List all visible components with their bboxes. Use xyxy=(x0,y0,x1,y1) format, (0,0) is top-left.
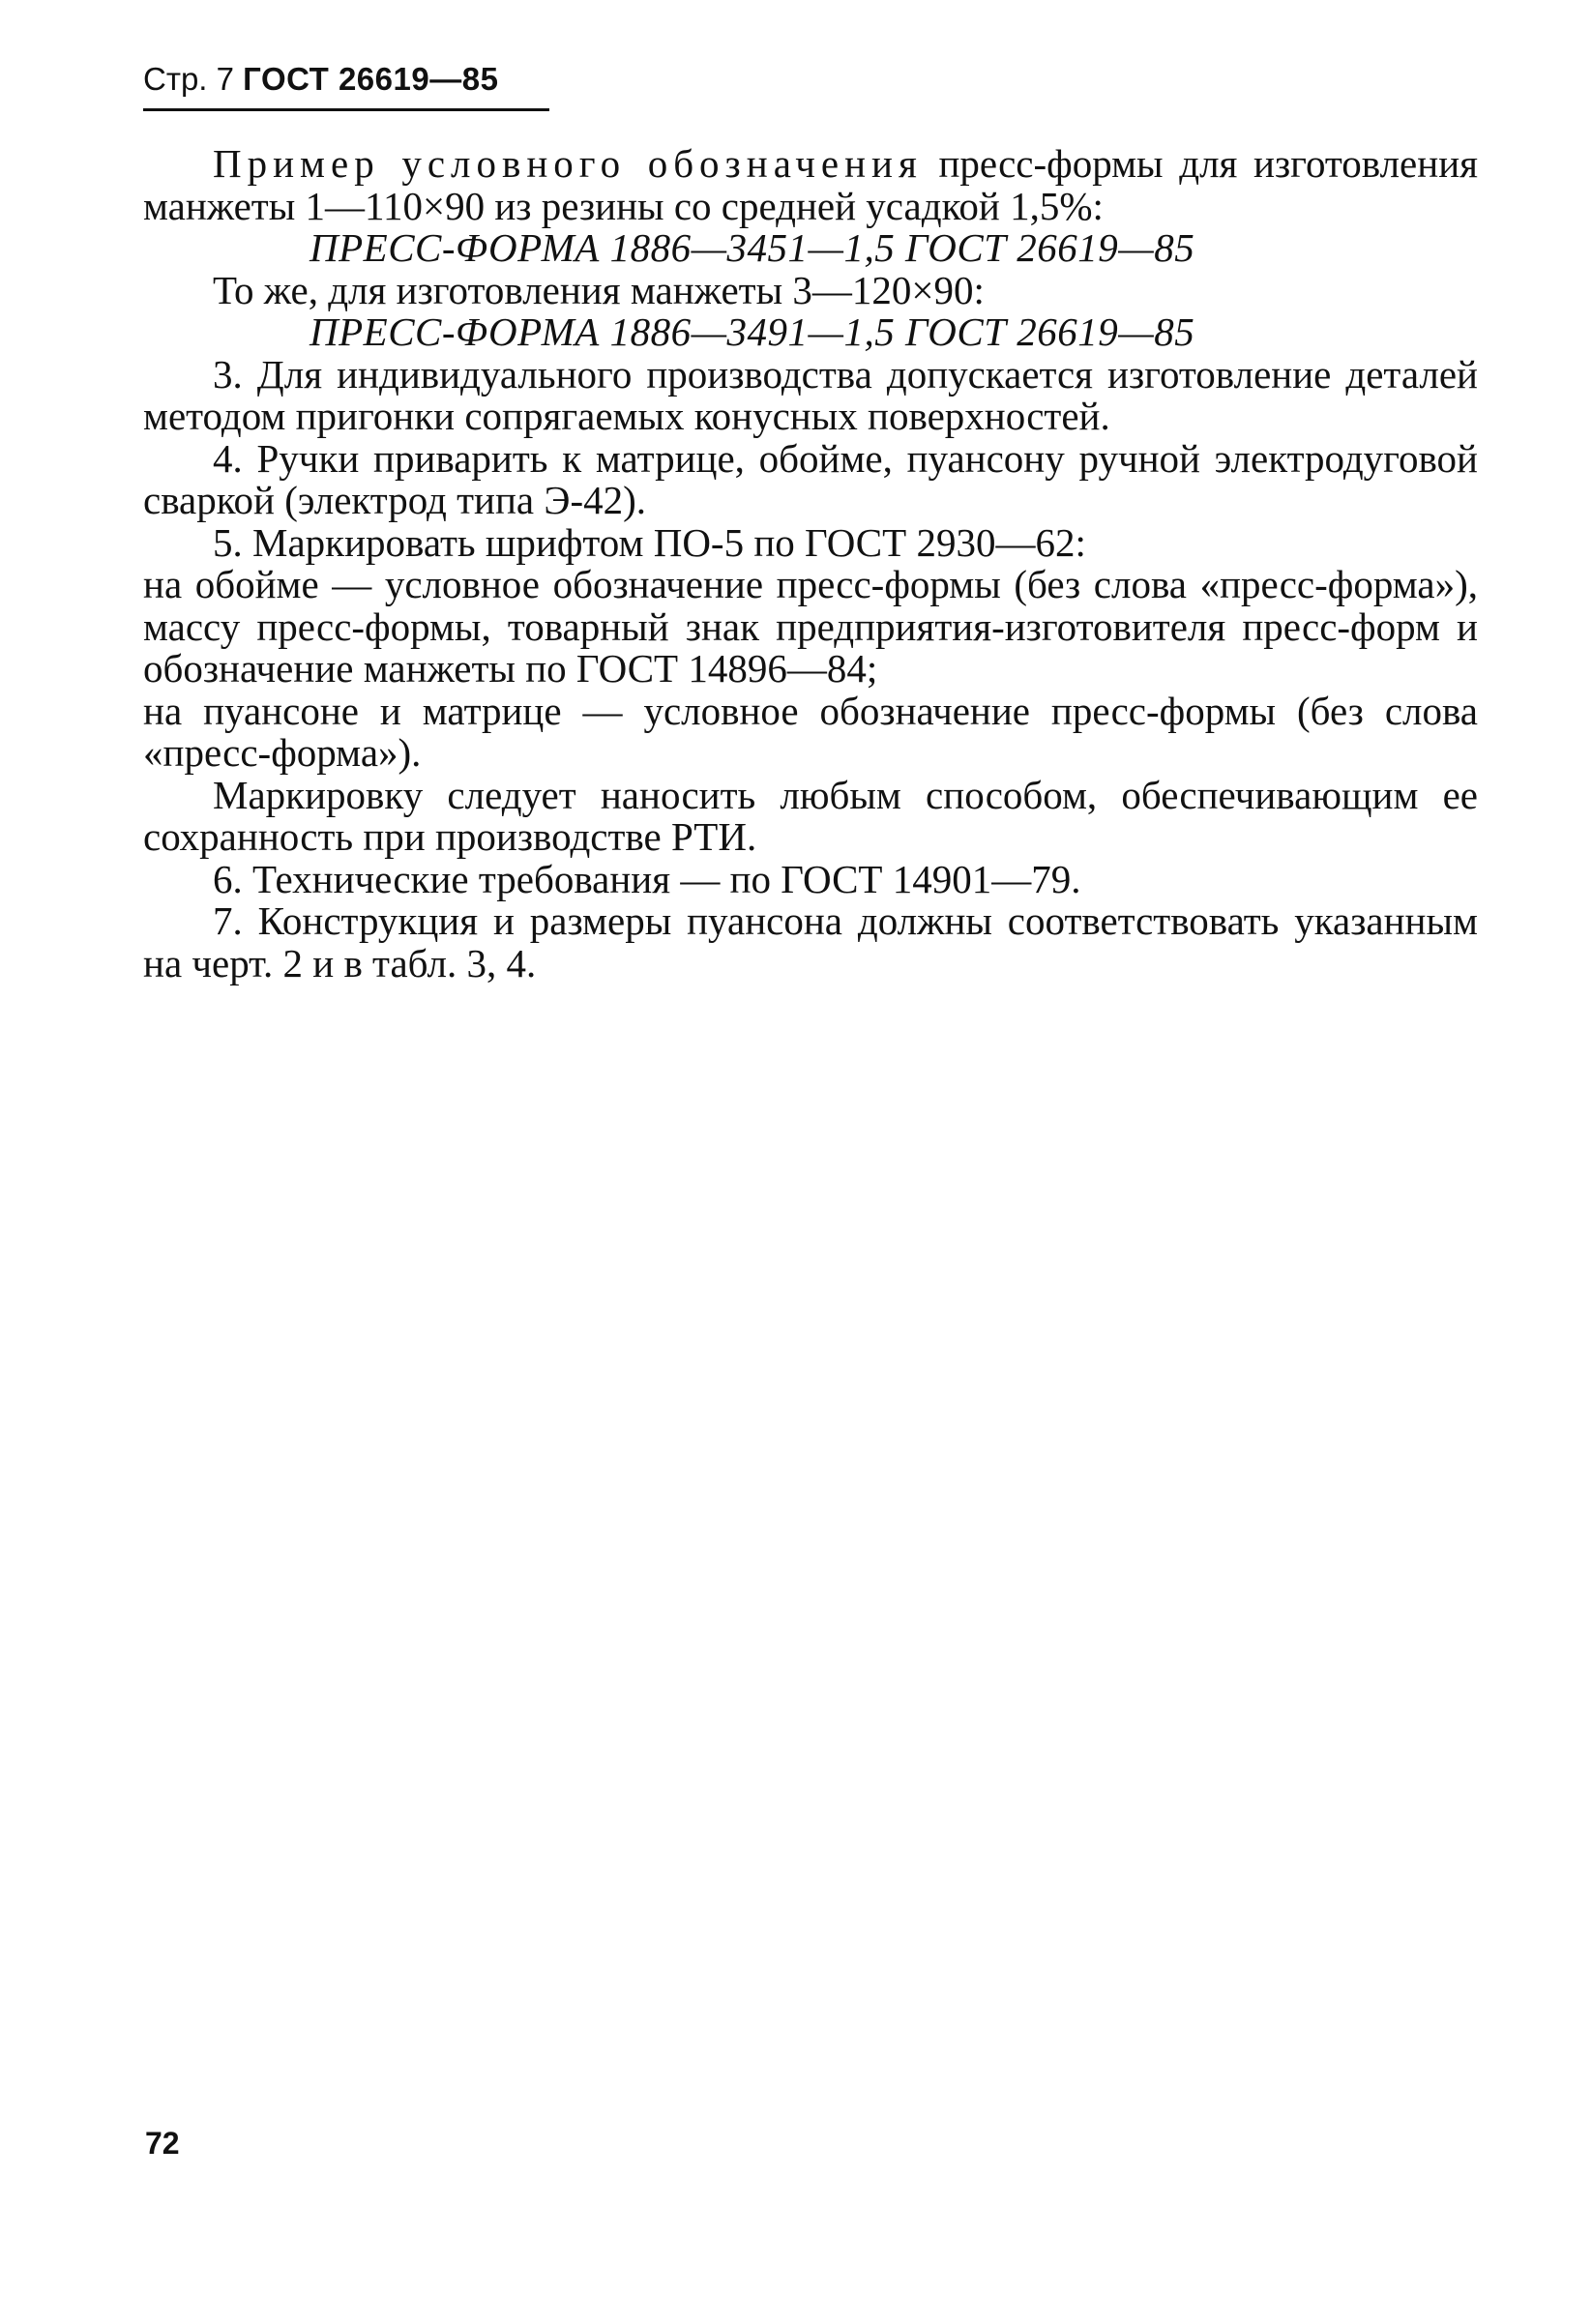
page-header xyxy=(143,60,549,99)
header-rule xyxy=(143,108,549,111)
designation-example-2: ПРЕСС-ФОРМА 1886—3491—1,5 ГОСТ 26619—85 xyxy=(310,309,1195,354)
document-body xyxy=(143,143,1478,985)
page-number: 72 xyxy=(145,2126,180,2161)
item-5-punch-marking: на пуансоне и матрице — условное обозначение пресс-формы (без слова «пресс-форма»). xyxy=(143,688,1478,775)
item-7: 7. Конструкция и размеры пуансона должны соответствовать указанным на черт. 2 и в табл. 3, 4. xyxy=(143,898,1478,985)
example-intro-rest: пресс-формы для изготовления манжеты 1—110×90 из резины со средней усадкой 1,5%: xyxy=(143,141,1478,228)
item-5-holder-marking: на обойме — условное обозначение пресс-формы (без слова «пресс-форма»), массу пресс-формы, товарный знак предприятия-изготовителя пресс-форм и обозначение манжеты по ГОСТ 14896—84; xyxy=(143,562,1478,691)
marking-note: Маркировку следует наносить любым способом, обеспечивающим ее сохранность при производстве РТИ. xyxy=(143,772,1478,859)
example-intro xyxy=(143,143,1478,227)
header-standard-code: ГОСТ 26619—85 xyxy=(243,61,499,97)
example-intro-lead: Пример условного обозначения xyxy=(213,141,923,186)
item-4: 4. Ручки приварить к матрице, обойме, пуансону ручной электродуговой сваркой (электрод типа Э-42). xyxy=(143,435,1478,522)
item-6: 6. Технические требования — по ГОСТ 14901—79. xyxy=(213,856,1081,901)
same-for-line: То же, для изготовления манжеты 3—120×90: xyxy=(213,267,985,312)
header-page-label: Стр. 7 xyxy=(143,61,234,97)
designation-example-1: ПРЕСС-ФОРМА 1886—3451—1,5 ГОСТ 26619—85 xyxy=(310,225,1195,270)
item-3: 3. Для индивидуального производства допускается изготовление деталей методом пригонки сопрягаемых конусных поверхностей. xyxy=(143,351,1478,438)
item-5: 5. Маркировать шрифтом ПО-5 по ГОСТ 2930—62: xyxy=(213,519,1086,565)
